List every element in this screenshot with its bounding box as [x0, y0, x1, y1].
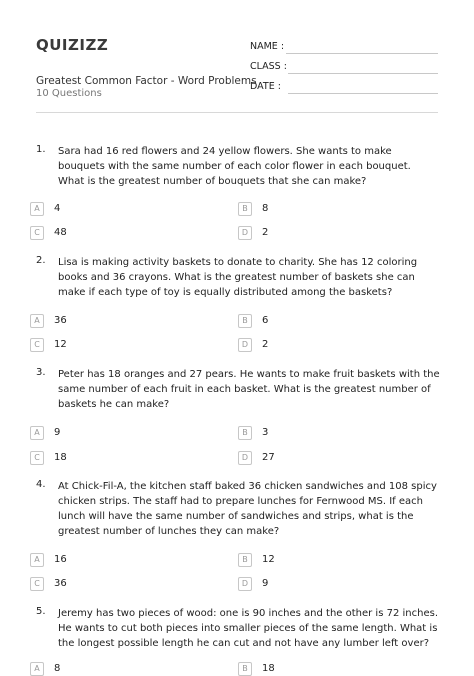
- name-label: NAME :: [250, 41, 285, 52]
- option-letter-box: C: [30, 226, 44, 240]
- option-letter-box: A: [30, 662, 44, 676]
- question-number: 3.: [36, 367, 46, 378]
- question-number: 2.: [36, 255, 46, 266]
- option-letter-box: B: [238, 314, 252, 328]
- question-count: 10 Questions: [36, 88, 102, 99]
- option-letter-box: D: [238, 338, 252, 352]
- option-value: 18: [262, 663, 275, 674]
- option-value: 36: [54, 578, 67, 589]
- option-value: 8: [54, 663, 61, 674]
- question-number: 4.: [36, 479, 46, 490]
- option-value: 48: [54, 227, 67, 238]
- question-text: Peter has 18 oranges and 27 pears. He wants to make fruit baskets with the same number of each fruit in each basket. What is the greatest number of baskets he can make?: [58, 369, 440, 410]
- question-text: Sara had 16 red flowers and 24 yellow flowers. She wants to make bouquets with the same number of each color flower in each bouquet. What is the greatest number of bouquets that she can make?: [58, 146, 411, 187]
- date-label: DATE :: [250, 81, 281, 92]
- option-letter-box: D: [238, 577, 252, 591]
- question-text: At Chick-Fil-A, the kitchen staff baked 36 chicken sandwiches and 108 spicy chicken strips. The staff had to prepare lunches for Fernwood MS. If each lunch will have the same number of sandwiches and strips, what is the greatest number of lunches they can make?: [58, 481, 437, 537]
- option-value: 9: [262, 578, 269, 589]
- option-letter-box: B: [238, 553, 252, 567]
- option-letter-box: C: [30, 577, 44, 591]
- date-line: [288, 93, 438, 94]
- option-letter-box: A: [30, 314, 44, 328]
- option-value: 2: [262, 339, 269, 350]
- option-value: 36: [54, 315, 67, 326]
- option-value: 27: [262, 452, 275, 463]
- option-value: 12: [262, 554, 275, 565]
- worksheet-title: Greatest Common Factor - Word Problems: [36, 75, 257, 87]
- option-letter-box: A: [30, 202, 44, 216]
- option-value: 4: [54, 203, 61, 214]
- option-value: 8: [262, 203, 269, 214]
- header-divider: [36, 112, 438, 113]
- question-text: Jeremy has two pieces of wood: one is 90 inches and the other is 72 inches. He wants to cut both pieces into smaller pieces of the same length. What is the longest possible length he can cut and not have any lumber left over?: [58, 608, 438, 649]
- class-label: CLASS :: [250, 61, 287, 72]
- option-letter-box: A: [30, 426, 44, 440]
- option-letter-box: A: [30, 553, 44, 567]
- option-letter-box: B: [238, 662, 252, 676]
- option-letter-box: B: [238, 426, 252, 440]
- option-value: 18: [54, 452, 67, 463]
- option-value: 16: [54, 554, 67, 565]
- option-letter-box: C: [30, 451, 44, 465]
- quizizz-logo: QUIZIZZ: [36, 36, 109, 54]
- option-value: 9: [54, 427, 61, 438]
- question-number: 1.: [36, 144, 46, 155]
- option-value: 12: [54, 339, 67, 350]
- class-line: [288, 73, 438, 74]
- option-value: 6: [262, 315, 269, 326]
- name-line: [286, 53, 438, 54]
- option-value: 3: [262, 427, 269, 438]
- option-letter-box: D: [238, 451, 252, 465]
- option-letter-box: D: [238, 226, 252, 240]
- option-letter-box: B: [238, 202, 252, 216]
- option-letter-box: C: [30, 338, 44, 352]
- question-number: 5.: [36, 606, 46, 617]
- option-value: 2: [262, 227, 269, 238]
- question-text: Lisa is making activity baskets to donate to charity. She has 12 coloring books and 36 crayons. What is the greatest number of baskets she can make if each type of toy is equally distributed among the baskets?: [58, 257, 418, 298]
